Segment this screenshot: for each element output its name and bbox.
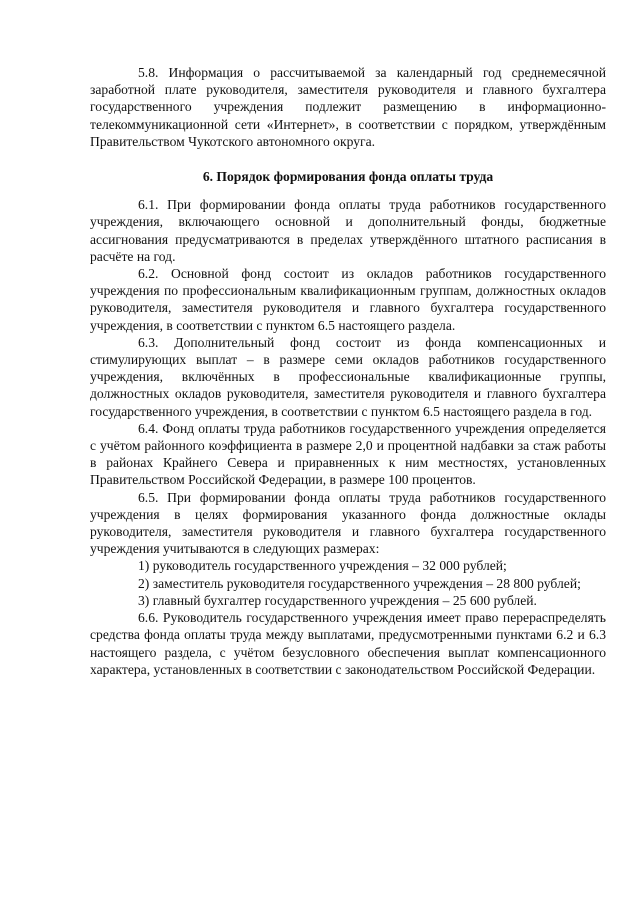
paragraph-6-2: 6.2. Основной фонд состоит из окладов работников государственного учреждения по профессиональным квалификационным группам, должностных окладов руководителя, заместителя руководителя и главного бухгалтера государственного учреждения, в соответствии с пунктом 6.5 настоящего раздела. (90, 266, 606, 333)
list-item-3: 3) главный бухгалтер государственного учреждения – 25 600 рублей. (138, 592, 537, 608)
paragraph-6-6: 6.6. Руководитель государственного учреждения имеет право перераспределять средства фонда оплаты труда между выплатами, предусмотренными пунктами 6.2 и 6.3 настоящего раздела, с учётом безусловного обеспечения выплат компенсационного характера, установленных в соответствии с законодательством Российской Федерации. (90, 610, 606, 677)
list-item-2: 2) заместитель руководителя государственного учреждения – 28 800 рублей; (138, 575, 581, 591)
paragraph-6-3: 6.3. Дополнительный фонд состоит из фонда компенсационных и стимулирующих выплат – в размере семи окладов работников государственного учреждения, включённых в профессиональные квалификационные группы, должностных окладов руководителя, заместителя руководителя и главного бухгалтера государственного учреждения, в соответствии с пунктом 6.5 настоящего раздела в год. (90, 334, 606, 419)
paragraph-6-5: 6.5. При формировании фонда оплаты труда работников государственного учреждения в целях формирования указанного фонда должностные оклады руководителя, заместителя руководителя и главного бухгалтера государственного учреждения учитываются в следующих размерах: (90, 489, 606, 557)
paragraph-5-8: 5.8. Информация о рассчитываемой за календарный год среднемесячной заработной плате руководителя, заместителя руководителя и главного бухгалтера государственного учреждения подлежит размещению в информационно-телекоммуникационной сети «Интернет», в соответствии с порядком, утверждённым Правительством Чукотского автономного округа. (90, 65, 606, 149)
paragraph-6-1: 6.1. При формировании фонда оплаты труда работников государственного учреждения, включающего основной и дополнительный фонды, бюджетные ассигнования предусматриваются в пределах утверждённого штатного расписания в расчёте на год. (90, 197, 606, 264)
section-heading: 6. Порядок формирования фонда оплаты труда (202, 169, 494, 185)
document-page (90, 64, 606, 678)
paragraph-6-4: 6.4. Фонд оплаты труда работников государственного учреждения определяется с учётом районного коэффициента в размере 2,0 и процентной надбавки за стаж работы в районах Крайнего Севера и приравненных к ним местностях, установленных Правительством Российской Федерации, в размере 100 процентов. (90, 420, 606, 488)
list-item-1: 1) руководитель государственного учреждения – 32 000 рублей; (138, 558, 507, 574)
